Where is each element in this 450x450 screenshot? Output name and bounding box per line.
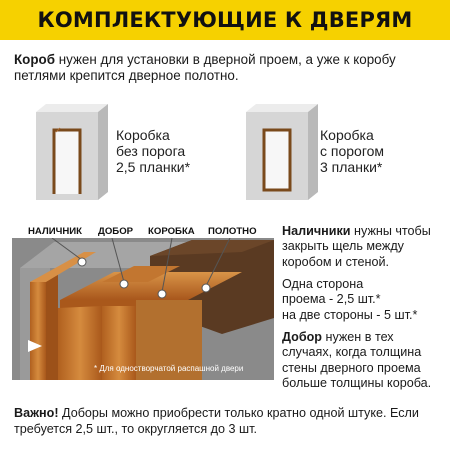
- label-dobor: ДОБОР: [98, 226, 134, 237]
- footer-line1: Доборы можно приобрести только кратно одной штуке. Если: [58, 406, 419, 420]
- box-with-threshold-label: [320, 127, 384, 175]
- nalichniki-bold: Наличники: [282, 224, 351, 238]
- box2-line3: 3 планки*: [320, 159, 383, 175]
- page-title: КОМПЛЕКТУЮЩИЕ К ДВЕРЯМ: [37, 8, 413, 32]
- label-polotno: ПОЛОТНО: [208, 226, 257, 237]
- count-line1: Одна сторона: [282, 277, 364, 291]
- count-line3: на две стороны - 5 шт.*: [282, 307, 418, 322]
- diagram-note: * Для одностворчатой распашной двери: [94, 364, 244, 373]
- box-without-threshold-illustration: [36, 104, 110, 200]
- door-parts-diagram: [12, 238, 274, 380]
- dobor-text: [282, 330, 448, 392]
- nalichniki-line2: закрыть щель между: [282, 239, 404, 254]
- box1-line3: 2,5 планки*: [116, 159, 191, 175]
- box2-line1: Коробка: [320, 127, 374, 143]
- footer-line2: требуется 2,5 шт., то округляется до 3 шт.: [14, 422, 257, 436]
- box1-line2: без порога: [116, 143, 186, 159]
- box-with-threshold-illustration: [246, 104, 320, 200]
- label-nalichnik: НАЛИЧНИК: [28, 226, 83, 237]
- footer-bold: Важно!: [14, 406, 59, 420]
- nalichniki-text: [282, 224, 448, 270]
- dobor-bold: Добор: [282, 330, 322, 344]
- count-text: [282, 277, 448, 323]
- dobor-line4: больше толщины короба.: [282, 376, 432, 391]
- dobor-line1: нужен в тех: [321, 330, 394, 344]
- intro-line2: петлями крепится дверное полотно.: [14, 68, 239, 83]
- dobor-line2: случаях, когда толщина: [282, 345, 422, 360]
- intro-text: [14, 52, 438, 84]
- box2-line2: с порогом: [320, 143, 385, 159]
- box1-line1: Коробка: [116, 127, 170, 143]
- casing-left-shape: [30, 274, 46, 380]
- intro-bold: Короб: [14, 52, 55, 67]
- footer-note: [14, 405, 440, 437]
- intro-line1: нужен для установки в дверной проем, а уже к коробу: [54, 52, 396, 67]
- dobor-line3: стены дверного проема: [282, 360, 421, 375]
- box-without-threshold-label: [116, 127, 190, 175]
- header-banner: [0, 0, 450, 40]
- label-korobka: КОРОБКА: [148, 226, 195, 237]
- count-line2: проема - 2,5 шт.*: [282, 292, 381, 307]
- nalichniki-line3: коробом и стеной.: [282, 254, 389, 269]
- nalichniki-line1: нужны чтобы: [350, 224, 431, 238]
